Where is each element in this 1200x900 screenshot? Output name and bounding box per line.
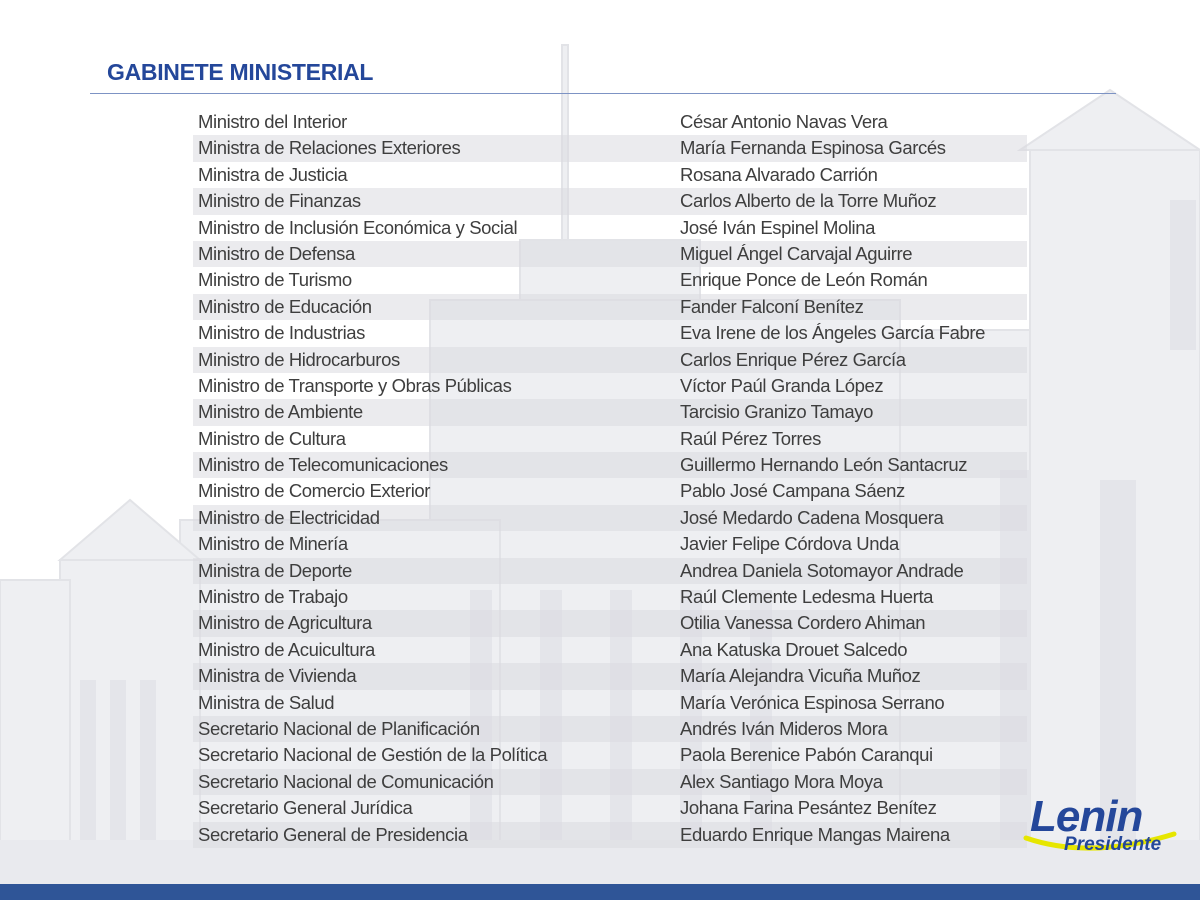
post-cell: Secretario Nacional de Planificación [198, 717, 480, 739]
table-row [193, 769, 1027, 795]
table-row [193, 452, 1027, 478]
post-cell: Secretario General de Presidencia [198, 823, 468, 845]
minister-name-cell: María Verónica Espinosa Serrano [680, 691, 945, 713]
table-row [193, 162, 1027, 188]
minister-name-cell: Enrique Ponce de León Román [680, 269, 928, 291]
table-row [193, 663, 1027, 689]
minister-name-cell: Javier Felipe Córdova Unda [680, 533, 899, 555]
table-row [193, 531, 1027, 557]
table-row [193, 399, 1027, 425]
table-row [193, 267, 1027, 293]
post-cell: Ministra de Vivienda [198, 665, 357, 687]
minister-name-cell: María Fernanda Espinosa Garcés [680, 137, 946, 159]
table-row [193, 347, 1027, 373]
post-cell: Ministro de Minería [198, 533, 348, 555]
table-row [193, 109, 1027, 135]
post-cell: Secretario Nacional de Gestión de la Política [198, 744, 548, 766]
table-row [193, 373, 1027, 399]
lenin-presidente-logo [1020, 790, 1180, 880]
minister-name-cell: César Antonio Navas Vera [680, 111, 888, 132]
post-cell: Ministro de Agricultura [198, 612, 372, 634]
minister-name-cell: Eva Irene de los Ángeles García Fabre [680, 322, 986, 344]
minister-name-cell: Miguel Ángel Carvajal Aguirre [680, 242, 913, 264]
minister-name-cell: Carlos Enrique Pérez García [680, 348, 906, 370]
footer-bar [0, 884, 1200, 900]
table-row [193, 716, 1027, 742]
minister-name-cell: Johana Farina Pesántez Benítez [680, 797, 937, 819]
post-cell: Ministro de Electricidad [198, 506, 380, 528]
post-cell: Ministra de Relaciones Exteriores [198, 137, 461, 159]
post-cell: Ministro de Industrias [198, 322, 366, 344]
minister-name-cell: Fander Falconí Benítez [680, 295, 864, 317]
minister-name-cell: José Medardo Cadena Mosquera [680, 506, 944, 528]
table-row [193, 188, 1027, 214]
post-cell: Ministro de Ambiente [198, 401, 363, 423]
minister-name-cell: Paola Berenice Pabón Caranqui [680, 744, 933, 766]
minister-name-cell: Carlos Alberto de la Torre Muñoz [680, 190, 937, 212]
table-row [193, 426, 1027, 452]
table-row [193, 135, 1027, 161]
table-row [193, 241, 1027, 267]
post-cell: Ministro de Hidrocarburos [198, 348, 400, 370]
table-row [193, 822, 1027, 848]
post-cell: Ministro de Finanzas [198, 190, 361, 212]
title-divider [90, 93, 1116, 94]
table-row [193, 320, 1027, 346]
minister-name-cell: Ana Katuska Drouet Salcedo [680, 638, 908, 660]
post-cell: Secretario Nacional de Comunicación [198, 770, 494, 792]
minister-name-cell: Andrea Daniela Sotomayor Andrade [680, 559, 964, 581]
minister-name-cell: Tarcisio Granizo Tamayo [680, 401, 874, 423]
table-row [193, 690, 1027, 716]
table-row [193, 215, 1027, 241]
post-cell: Ministro de Comercio Exterior [198, 480, 431, 502]
post-cell: Ministro de Inclusión Económica y Social [198, 216, 518, 238]
minister-name-cell: Andrés Iván Mideros Mora [680, 717, 888, 739]
post-cell: Ministro de Turismo [198, 269, 352, 291]
post-cell: Ministra de Salud [198, 691, 335, 713]
table-row [193, 505, 1027, 531]
minister-name-cell: Alex Santiago Mora Moya [680, 770, 883, 792]
minister-name-cell: Eduardo Enrique Mangas Mairena [680, 823, 950, 845]
logo-main-text: Lenin [1030, 792, 1143, 841]
minister-name-cell: José Iván Espinel Molina [680, 216, 876, 238]
minister-name-cell: Rosana Alvarado Carrión [680, 163, 878, 185]
cabinet-table [193, 109, 1027, 848]
page-title: GABINETE MINISTERIAL [107, 59, 374, 85]
table-row [193, 742, 1027, 768]
table-row [193, 584, 1027, 610]
post-cell: Secretario General Jurídica [198, 797, 413, 819]
table-row [193, 637, 1027, 663]
post-cell: Ministro de Defensa [198, 242, 355, 264]
table-row [193, 795, 1027, 821]
minister-name-cell: Guillermo Hernando León Santacruz [680, 454, 968, 476]
post-cell: Ministro de Educación [198, 295, 372, 317]
minister-name-cell: Raúl Pérez Torres [680, 427, 821, 449]
minister-name-cell: Raúl Clemente Ledesma Huerta [680, 586, 934, 608]
post-cell: Ministra de Justicia [198, 163, 348, 185]
post-cell: Ministro de Transporte y Obras Públicas [198, 374, 512, 396]
post-cell: Ministro del Interior [198, 111, 347, 132]
post-cell: Ministro de Acuicultura [198, 638, 375, 660]
post-cell: Ministro de Telecomunicaciones [198, 454, 448, 476]
minister-name-cell: María Alejandra Vicuña Muñoz [680, 665, 921, 687]
post-cell: Ministra de Deporte [198, 559, 352, 581]
post-cell: Ministro de Trabajo [198, 586, 348, 608]
table-row [193, 294, 1027, 320]
logo-sub-text: Presidente [1064, 834, 1162, 855]
minister-name-cell: Otilia Vanessa Cordero Ahiman [680, 612, 926, 634]
table-row [193, 610, 1027, 636]
table-row [193, 558, 1027, 584]
post-cell: Ministro de Cultura [198, 427, 346, 449]
minister-name-cell: Víctor Paúl Granda López [680, 374, 884, 396]
table-row [193, 478, 1027, 504]
minister-name-cell: Pablo José Campana Sáenz [680, 480, 905, 502]
